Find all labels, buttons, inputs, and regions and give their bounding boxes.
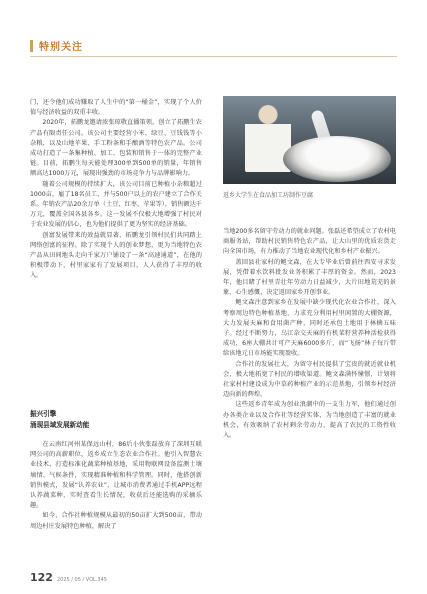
section-title: 特别关注 xyxy=(39,42,83,53)
tofu-workshop-photo xyxy=(223,96,396,184)
accent-bar xyxy=(30,40,33,52)
paragraph: 随着公司规模的持续扩大，该公司目前已种植小杂粮超过1000亩，雇了18名员工，并与500户以上的农户建立了合作关系。年销农产品20余万单（土豆、红枣、苹果等），销售额达千万元，覆盖全国各县各乡。这一发展不仅极大地增强了村民对于农业发展的信心，也为他们提供了更为坚实的经济基础。 xyxy=(30,180,202,229)
photo-caption: 返乡大学生在食品加工坊制作豆腐 xyxy=(223,192,314,199)
paragraph: 门，还令他们成功赚取了人生中的“第一桶金”，实现了个人价值与经济收益的双重丰收。 xyxy=(30,99,202,117)
paragraph: 2020年，拓鹏龙邀请浓张琼敬直播策领，创立了拓鹏生农产品有限责任公司。该公司主要经营小米、绿豆、豆钱钱等小杂粮，以及山地苹果、手工粉条和手酿酒等特色农产品。公司成功打造了一条集种植、加工、包装和销售于一体的完整产业链。目前，拓鹏生每天能处理300单到500单的销量，年销售额高达1000万元，展现出强劲的市场竞争力与品牌影响力。 xyxy=(30,119,202,178)
paragraph: 创富发展带来的效益就显著，拓鹏龙引领村民们共同踏上网络创富的征程。除了实现个人的创业梦想，更为当地特色农产品从田间地头走向千家万户铺设了一条“高速通道”，在他的积极带动下，村里家家有了发展项目，人人获得了丰厚的收入。 xyxy=(30,231,202,280)
paragraph: 当地200多名留守劳动力的就业问题。张磊还希望成立了农村电商服务站，帮助村民销售特色农产品，让大山里的优质农货走向全国市场，有力推动了当地农业现代化和乡村产业振兴。 xyxy=(223,228,396,256)
header-divider xyxy=(30,56,397,57)
left-column-lower xyxy=(30,440,202,532)
subheading-line-1: 振兴引擎 xyxy=(30,410,57,418)
tofu-pot xyxy=(283,136,391,182)
paragraph: 在云南红河州某保远山村，86后小伙张磊放弃了深圳互联网公司的高薪职位，返乡成立生态农业合作社。他引入智慧农业技术，打造标准化蔬菜种植基地，采用物联网设备监测土壤墒情、气候条件，实现精准种植和科学管理。同时，他搭创新销售模式，发展“认养农业”，让城市消费者通过手机APP远程认养蔬菜种，实时查看生长情况，收获后还能选购的采摘乐趣。 xyxy=(30,441,202,510)
section-header xyxy=(30,38,83,53)
paragraph: 鲍文森注意到家乡在发展中缺少现代化农业合作社，深入考察周边特色种植基地，力求充分利用村里闲置的大棚资源，大力发展天麻和食用菌产种，同时还承包土地用于林檎五味子。经过不断努力，乌江杂交天麻的有机菜籽营养种活检获得成功，6座大棚共计可产天麻6000多斤，而“飞扬”林子每斤带给该地元日市场能实现盈收。 xyxy=(223,299,396,358)
page-number: 122 xyxy=(30,571,53,584)
paragraph: 如今，合作社种植规模从最初的50亩扩大到500亩，带动周边村庄发展特色种植，解决了 xyxy=(30,512,202,530)
paragraph: 这些返乡青年成为创业浪潮中的一支生力军，他们通过创办各类企业以及合作社等经营实体，为当地创造了丰富的就业机会，有效吸纳了农村剩余劳动力，提高了农民的工资性收入。 xyxy=(223,401,396,440)
paragraph: 合作社的发展壮大，为留守村民提供了宝贵的就近就业机会，极大地拓宽了村民的增收渠道。鲍文森满怀憧憬，计划将社家村村建设成为中草药种植产业的示范基地，引领乡村经济迈向新的辉煌。 xyxy=(223,360,396,399)
subheading xyxy=(30,409,89,431)
paragraph: 盖回县社家村的鲍文森，在大专毕业后曾前往西安寻求发展，凭借着水饮料批发业务积累了丰厚的资金。然而，2023年，他目睹了村里青壮年劳动力日益减少，大片田地荒芜的景象，心生感慨，决定返回家乡开创事业。 xyxy=(223,258,396,297)
issue-label: 2025 / 05 / VOL.345 xyxy=(56,577,107,583)
left-column xyxy=(30,98,202,282)
subheading-line-2: 涌现县域发展新动能 xyxy=(30,421,90,429)
page-footer xyxy=(30,571,107,584)
right-column xyxy=(223,227,396,441)
